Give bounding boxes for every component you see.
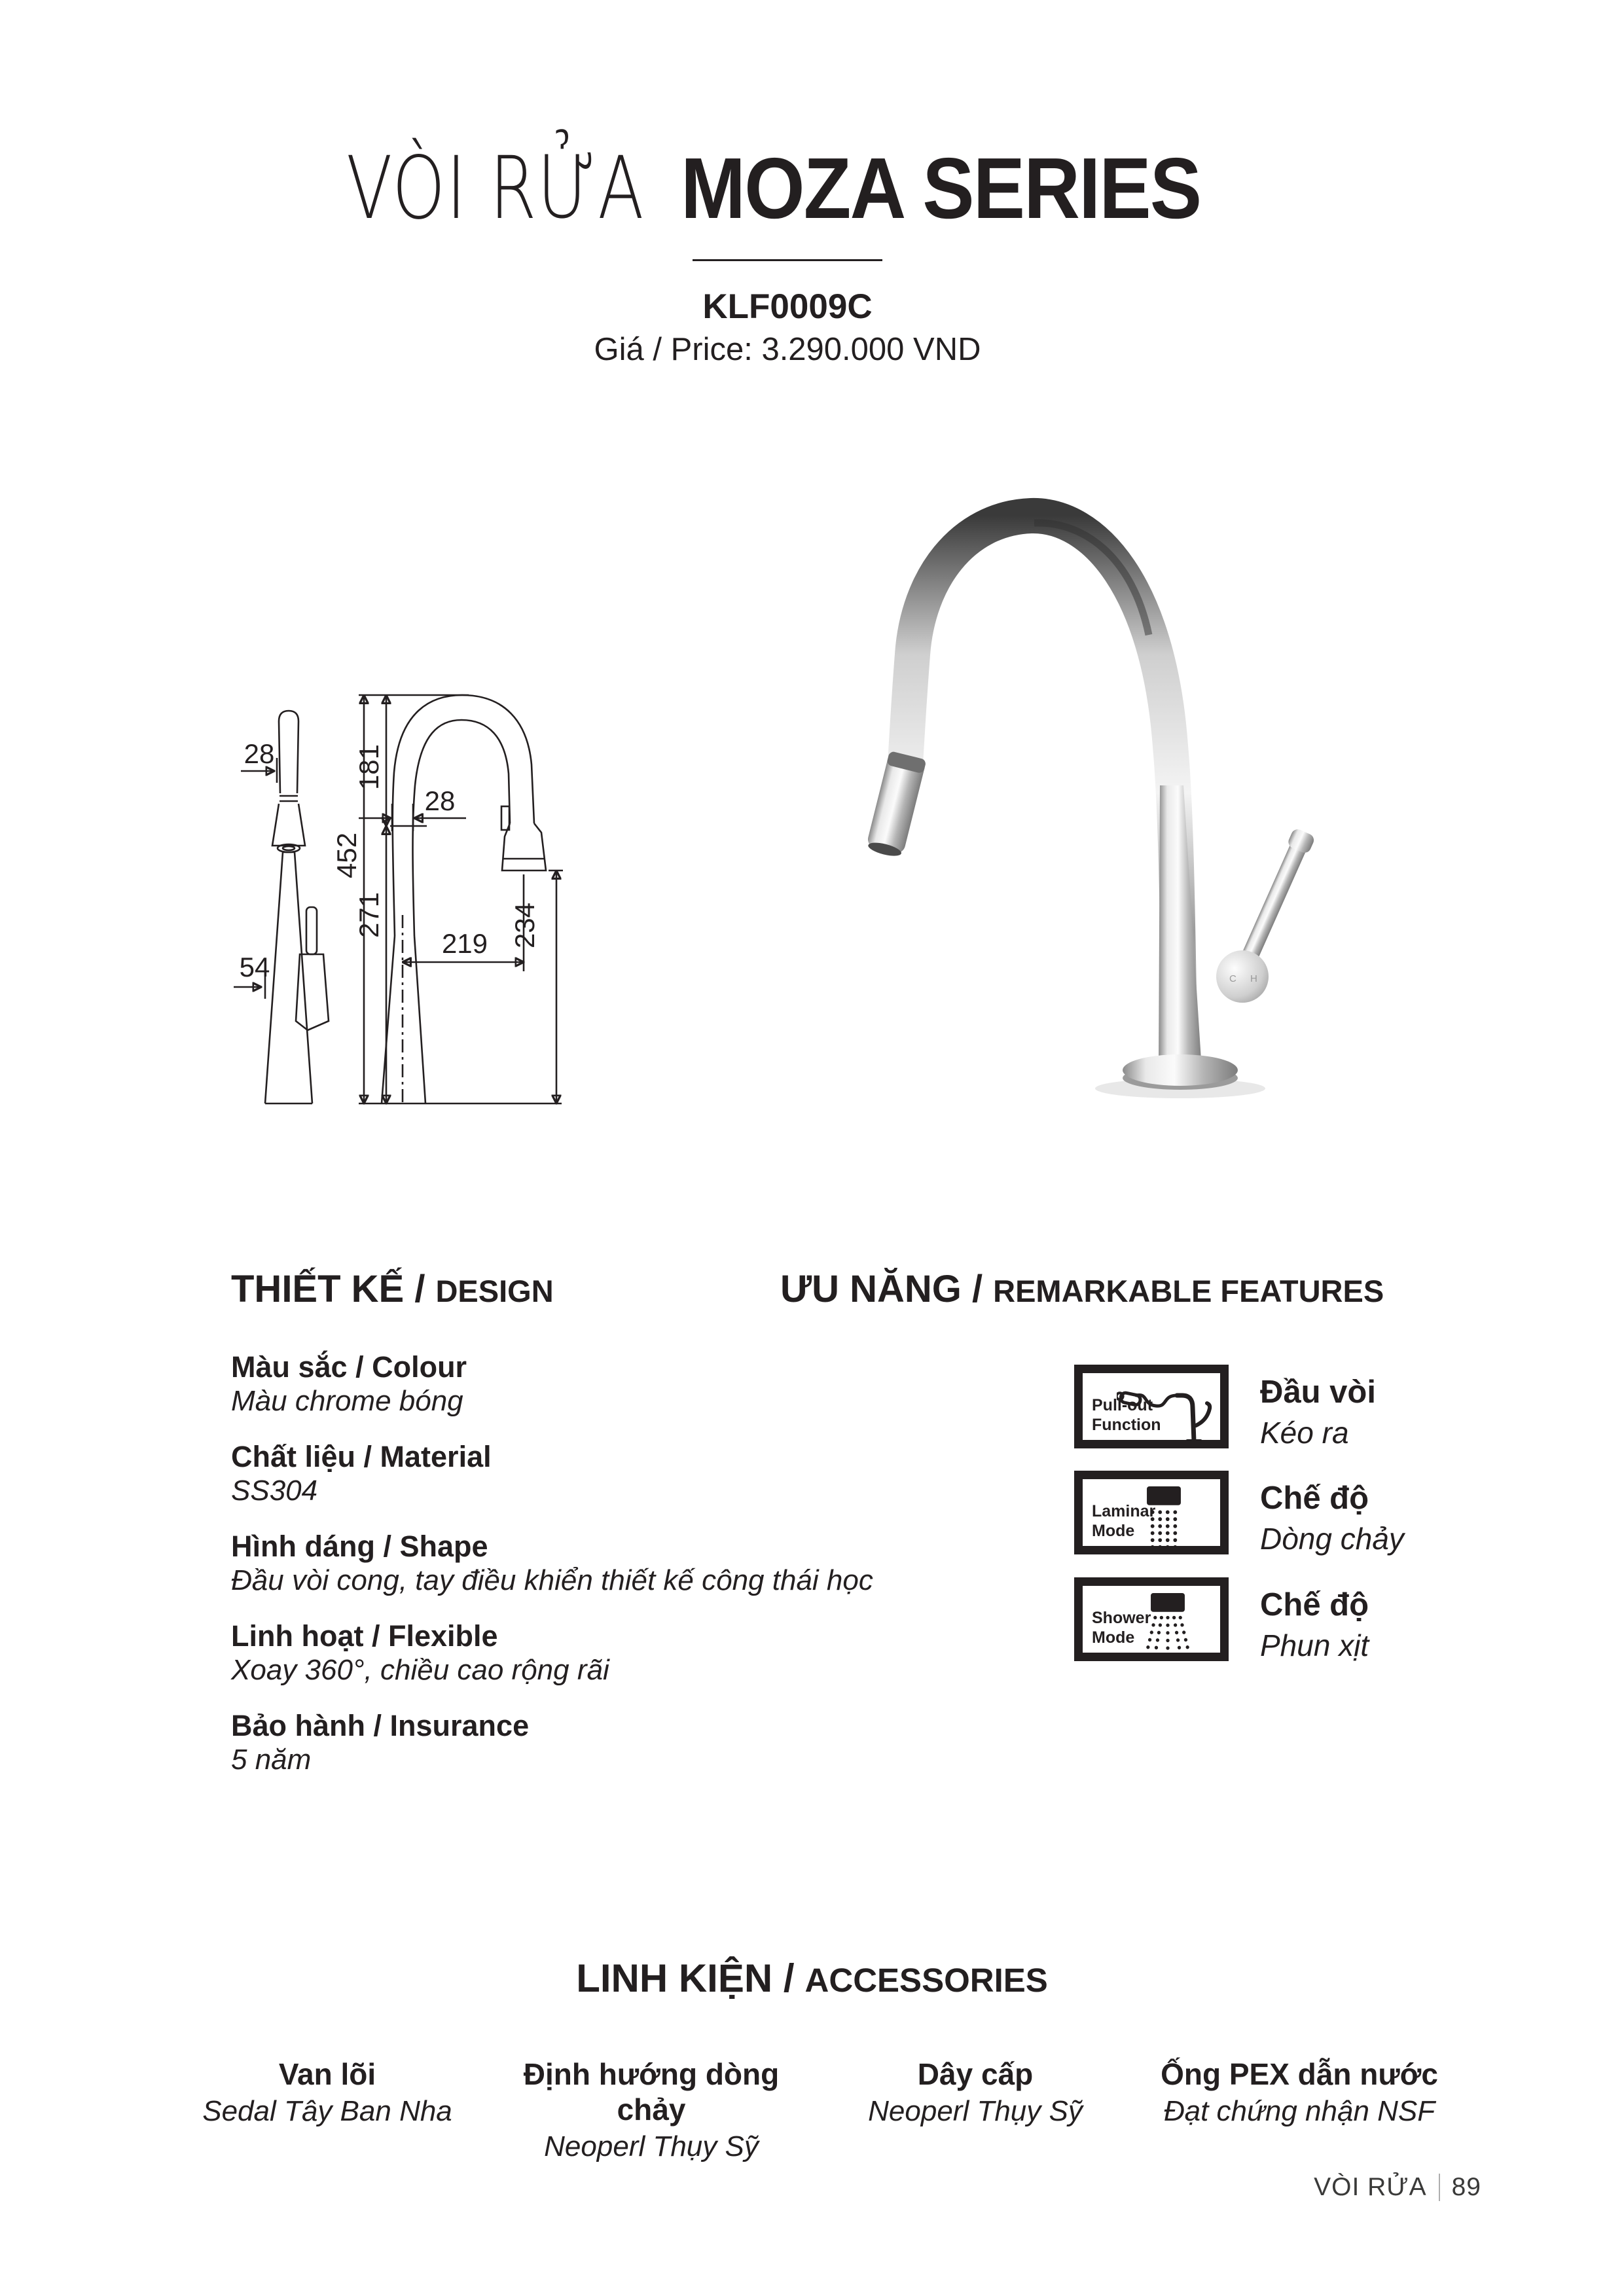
spec-shape: [231, 1529, 1069, 1597]
series-title: MOZA SERIES: [681, 140, 1201, 236]
accessory-name: Ống PEX dẫn nước: [1161, 2057, 1438, 2091]
features-section-heading: [780, 1267, 1384, 1311]
accessory-name: Van lõi: [278, 2057, 376, 2091]
feature-label-shower: [1260, 1586, 1614, 1664]
feature-box-shower: [1074, 1577, 1229, 1661]
footer-section-label: VÒI RỬA: [1314, 2173, 1427, 2201]
feature-badge: [1092, 1608, 1151, 1647]
badge-line: Pull-out: [1092, 1396, 1153, 1414]
accessories-heading-vi: LINH KIỆN /: [576, 1956, 795, 2000]
feature-label-pullout: [1260, 1373, 1614, 1452]
spec-label: Linh hoạt / Flexible: [231, 1619, 498, 1653]
spec-label: Hình dáng / Shape: [231, 1530, 488, 1563]
badge-line: Shower: [1092, 1609, 1151, 1627]
dim-upper-height: 181: [353, 744, 384, 791]
accessory-valve: [173, 2056, 481, 2128]
product-code: KLF0009C: [702, 287, 873, 326]
feature-box-pullout: [1074, 1365, 1229, 1448]
dimension-lines: [234, 695, 563, 1103]
accessory-detail: Neoperl Thụy Sỹ: [544, 2130, 759, 2162]
faucet-handle: [1216, 827, 1316, 1003]
footer-divider: [1439, 2174, 1440, 2201]
faucet-sprayhead: [865, 751, 927, 859]
side-view-outline: [265, 711, 329, 1103]
spec-value: SS304: [231, 1475, 318, 1507]
category-title: VÒI RỬA: [346, 138, 645, 239]
dim-neck-width: 28: [424, 785, 456, 816]
accessory-detail: Đạt chứng nhận NSF: [1163, 2095, 1435, 2127]
feature-label-laminar: [1260, 1479, 1614, 1558]
handle-hot-mark: H: [1250, 973, 1257, 984]
badge-line: Mode: [1092, 1628, 1135, 1647]
spec-label: Bảo hành / Insurance: [231, 1709, 530, 1742]
product-price: Giá / Price: 3.290.000 VND: [594, 332, 981, 367]
accessory-aerator: [497, 2056, 805, 2164]
front-view-outline: [382, 695, 546, 1103]
spec-colour: [231, 1350, 1069, 1418]
accessories-heading-en: ACCESSORIES: [804, 1962, 1048, 1999]
spec-value: Đầu vòi cong, tay điều khiển thiết kế công thái học: [231, 1564, 873, 1596]
feature-title: Đầu vòi: [1260, 1374, 1376, 1410]
spec-insurance: [231, 1708, 1069, 1776]
feature-subtitle: Kéo ra: [1260, 1416, 1349, 1450]
dim-outlet-height: 234: [509, 902, 540, 949]
accessory-hose: [821, 2056, 1129, 2128]
accessory-pex-pipe: [1146, 2056, 1453, 2128]
spec-flexible: [231, 1619, 1069, 1687]
accessory-name: Định hướng dòng chảy: [523, 2057, 780, 2126]
badge-line: Laminar: [1092, 1502, 1156, 1520]
dim-reach: 219: [441, 928, 488, 959]
spec-value: Xoay 360°, chiều cao rộng rãi: [231, 1654, 609, 1686]
spec-label: Màu sắc / Colour: [231, 1350, 467, 1384]
accessory-name: Dây cấp: [917, 2057, 1034, 2091]
dim-base-width: 54: [239, 952, 270, 982]
product-photo: [818, 458, 1407, 1119]
feature-badge: [1092, 1501, 1155, 1541]
design-section-heading: [231, 1267, 554, 1311]
technical-drawing: [223, 681, 576, 1126]
spec-label: Chất liệu / Material: [231, 1440, 492, 1473]
feature-subtitle: Dòng chảy: [1260, 1522, 1404, 1556]
feature-title: Chế độ: [1260, 1480, 1369, 1516]
design-spec-list: [231, 1350, 1069, 1798]
page-footer: [1314, 2173, 1481, 2202]
features-heading-vi: ƯU NĂNG /: [780, 1268, 983, 1310]
badge-line: Function: [1092, 1416, 1161, 1434]
accessory-detail: Neoperl Thụy Sỹ: [868, 2095, 1083, 2127]
badge-line: Mode: [1092, 1522, 1135, 1540]
spec-value: Màu chrome bóng: [231, 1385, 463, 1417]
handle-cold-mark: C: [1229, 973, 1236, 984]
feature-subtitle: Phun xịt: [1260, 1628, 1369, 1662]
faucet-base: [1123, 1054, 1238, 1086]
accessories-section-heading: [0, 1956, 1624, 2001]
feature-title: Chế độ: [1260, 1587, 1369, 1623]
faucet-photo-group: [865, 516, 1316, 1098]
feature-badge: [1092, 1395, 1161, 1435]
dim-total-height: 452: [331, 832, 362, 879]
features-heading-en: REMARKABLE FEATURES: [993, 1274, 1384, 1308]
title-divider: [693, 259, 882, 261]
dim-spout-width: 28: [244, 738, 275, 769]
design-heading-en: DESIGN: [435, 1274, 554, 1308]
feature-box-laminar: [1074, 1471, 1229, 1554]
spec-value: 5 năm: [231, 1744, 312, 1776]
footer-page-number: 89: [1451, 2173, 1481, 2201]
accessory-detail: Sedal Tây Ban Nha: [202, 2095, 452, 2127]
design-heading-vi: THIẾT KẾ /: [231, 1268, 425, 1310]
dim-lower-height: 271: [353, 891, 384, 939]
spec-material: [231, 1439, 1069, 1507]
